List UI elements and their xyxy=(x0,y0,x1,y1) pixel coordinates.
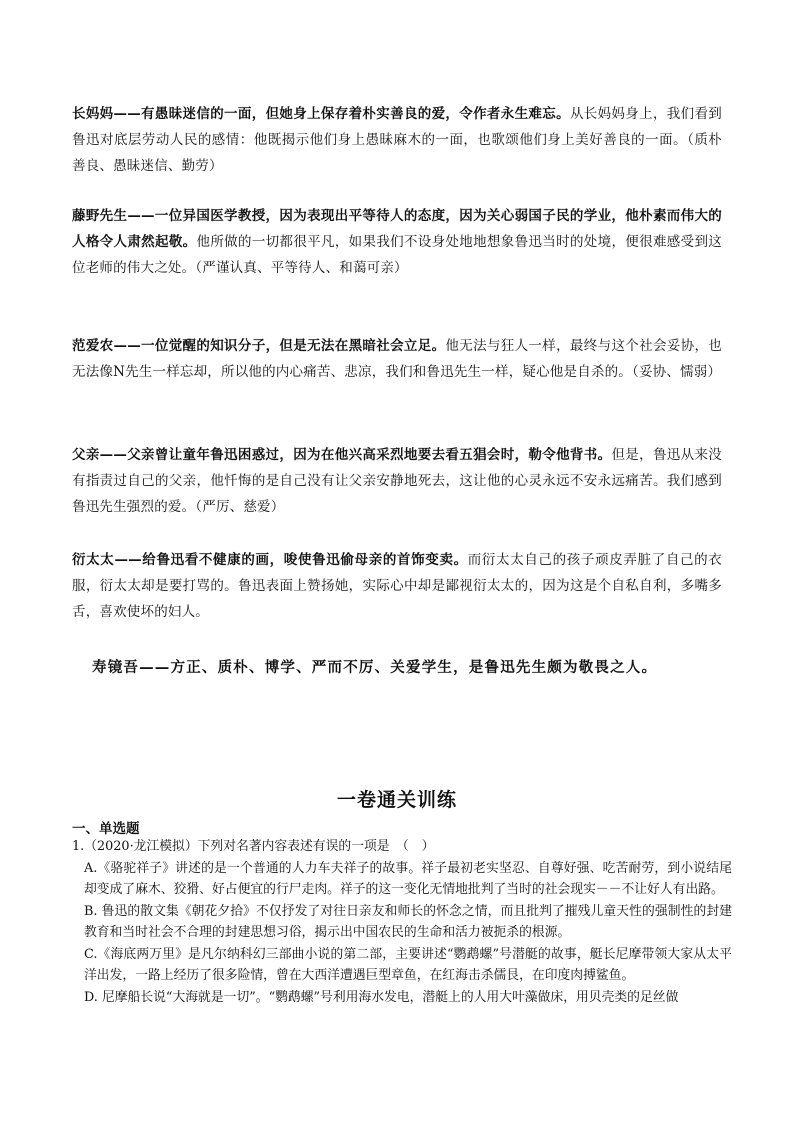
character-summary: ——一位觉醒的知识分子，但是无法在黑暗社会立足。 xyxy=(113,338,446,354)
character-detail: 但是，鲁迅从来没有指责过自己的父亲，他忏悔的是自己没有让父亲安静地死去，这让他的心灵永远不安永远痛苦。我们感到鲁迅先生强烈的爱。（严厉、慈爱） xyxy=(72,447,722,515)
character-name: 衍太太 xyxy=(72,552,115,568)
character-entry-chang-mama xyxy=(72,101,722,179)
character-summary: ——一位异国医学教授，因为表现出平等待人的态度，因为关心弱国子民的学业，他朴素而伟大的人格令人肃然起敬。 xyxy=(72,208,722,250)
character-detail: 而衍太太自己的孩子顽皮弄脏了自己的衣服，衍太太却是要打骂的。鲁迅表面上赞扬她，实际心中却是鄙视衍太太的，因为这是个自私自利，多嘴多舌，喜欢使坏的妇人。 xyxy=(72,552,722,620)
character-name: 父亲 xyxy=(72,447,100,463)
closing-summary: 寿镜吾——方正、质朴、博学、严而不厉、关爱学生，是鲁迅先生颇为敬畏之人。 xyxy=(92,660,658,676)
character-name: 范爱农 xyxy=(72,338,114,354)
character-summary: ——给鲁迅看不健康的画，唆使鲁迅偷母亲的首饰变卖。 xyxy=(114,552,468,568)
character-name: 藤野先生 xyxy=(72,208,128,224)
option-b: B. 鲁迅的散文集《朝花夕拾》不仅抒发了对往日亲友和师长的怀念之情，而且批判了摧残儿童天性的强制性的封建教育和当时社会不合理的封建思想习俗，揭示出中国农民的生命和活力被扼杀的根源。 xyxy=(84,903,732,940)
character-summary: ——父亲曾让童年鲁迅困惑过，因为在他兴高采烈地要去看五猖会时，勒令他背书。 xyxy=(99,447,612,463)
option-d: D. 尼摩船长说“大海就是一切”。“鹦鹉螺”号利用海水发电，潜艇上的人用大叶藻做床，用贝壳类的足丝做 xyxy=(84,989,679,1005)
character-entry-fujino xyxy=(72,203,722,281)
character-entry-father xyxy=(72,442,722,520)
option-a: A.《骆驼祥子》讲述的是一个普通的人力车夫祥子的故事。祥子最初老实坚忍、自尊好强、吃苦耐劳，到小说结尾却变成了麻木、狡猾、好占便宜的行尸走肉。祥子的这一变化无情地批判了当时的社会现实－－不让好人有出路。 xyxy=(84,860,732,897)
question-block xyxy=(72,836,732,1008)
character-detail: 他无法与狂人一样，最终与这个社会妥协，也无法像N先生一样忘却，所以他的内心痛苦、悲凉，我们和鲁迅先生一样，疑心他是自杀的。（妥协、懦弱） xyxy=(72,338,722,380)
character-name: 长妈妈 xyxy=(72,106,114,122)
section-heading: 一、单选题 xyxy=(72,821,140,837)
character-detail: 他所做的一切都很平凡，如果我们不设身处地地想象鲁迅当时的处境，便很难感受到这位老师的伟大之处。（严谨认真、平等待人、和蔼可亲） xyxy=(72,234,722,276)
practice-title: 一卷通关训练 xyxy=(336,789,457,811)
character-summary: ——有愚昧迷信的一面，但她身上保存着朴实善良的爱，令作者永生难忘。 xyxy=(113,106,570,122)
option-c: C.《海底两万里》是凡尔纳科幻三部曲小说的第二部，主要讲述“鹦鹉螺”号潜艇的故事，艇长尼摩带领大家从太平洋出发，一路上经历了很多险情，曾在大西洋遭遇巨型章鱼，在红海击杀儒艮，在印度肉搏鲨鱼。 xyxy=(84,946,732,983)
character-detail: 从长妈妈身上，我们看到鲁迅对底层劳动人民的感情：他既揭示他们身上愚昧麻木的一面，也歌颂他们身上美好善良的一面。（质朴善良、愚昧迷信、勤劳） xyxy=(72,106,722,174)
character-entry-fan-ainong xyxy=(72,333,722,385)
character-entry-yan-taitai xyxy=(72,547,722,625)
question-stem: 1.（2020·龙江模拟）下列对名著内容表述有误的一项是 （ ） xyxy=(72,839,435,854)
